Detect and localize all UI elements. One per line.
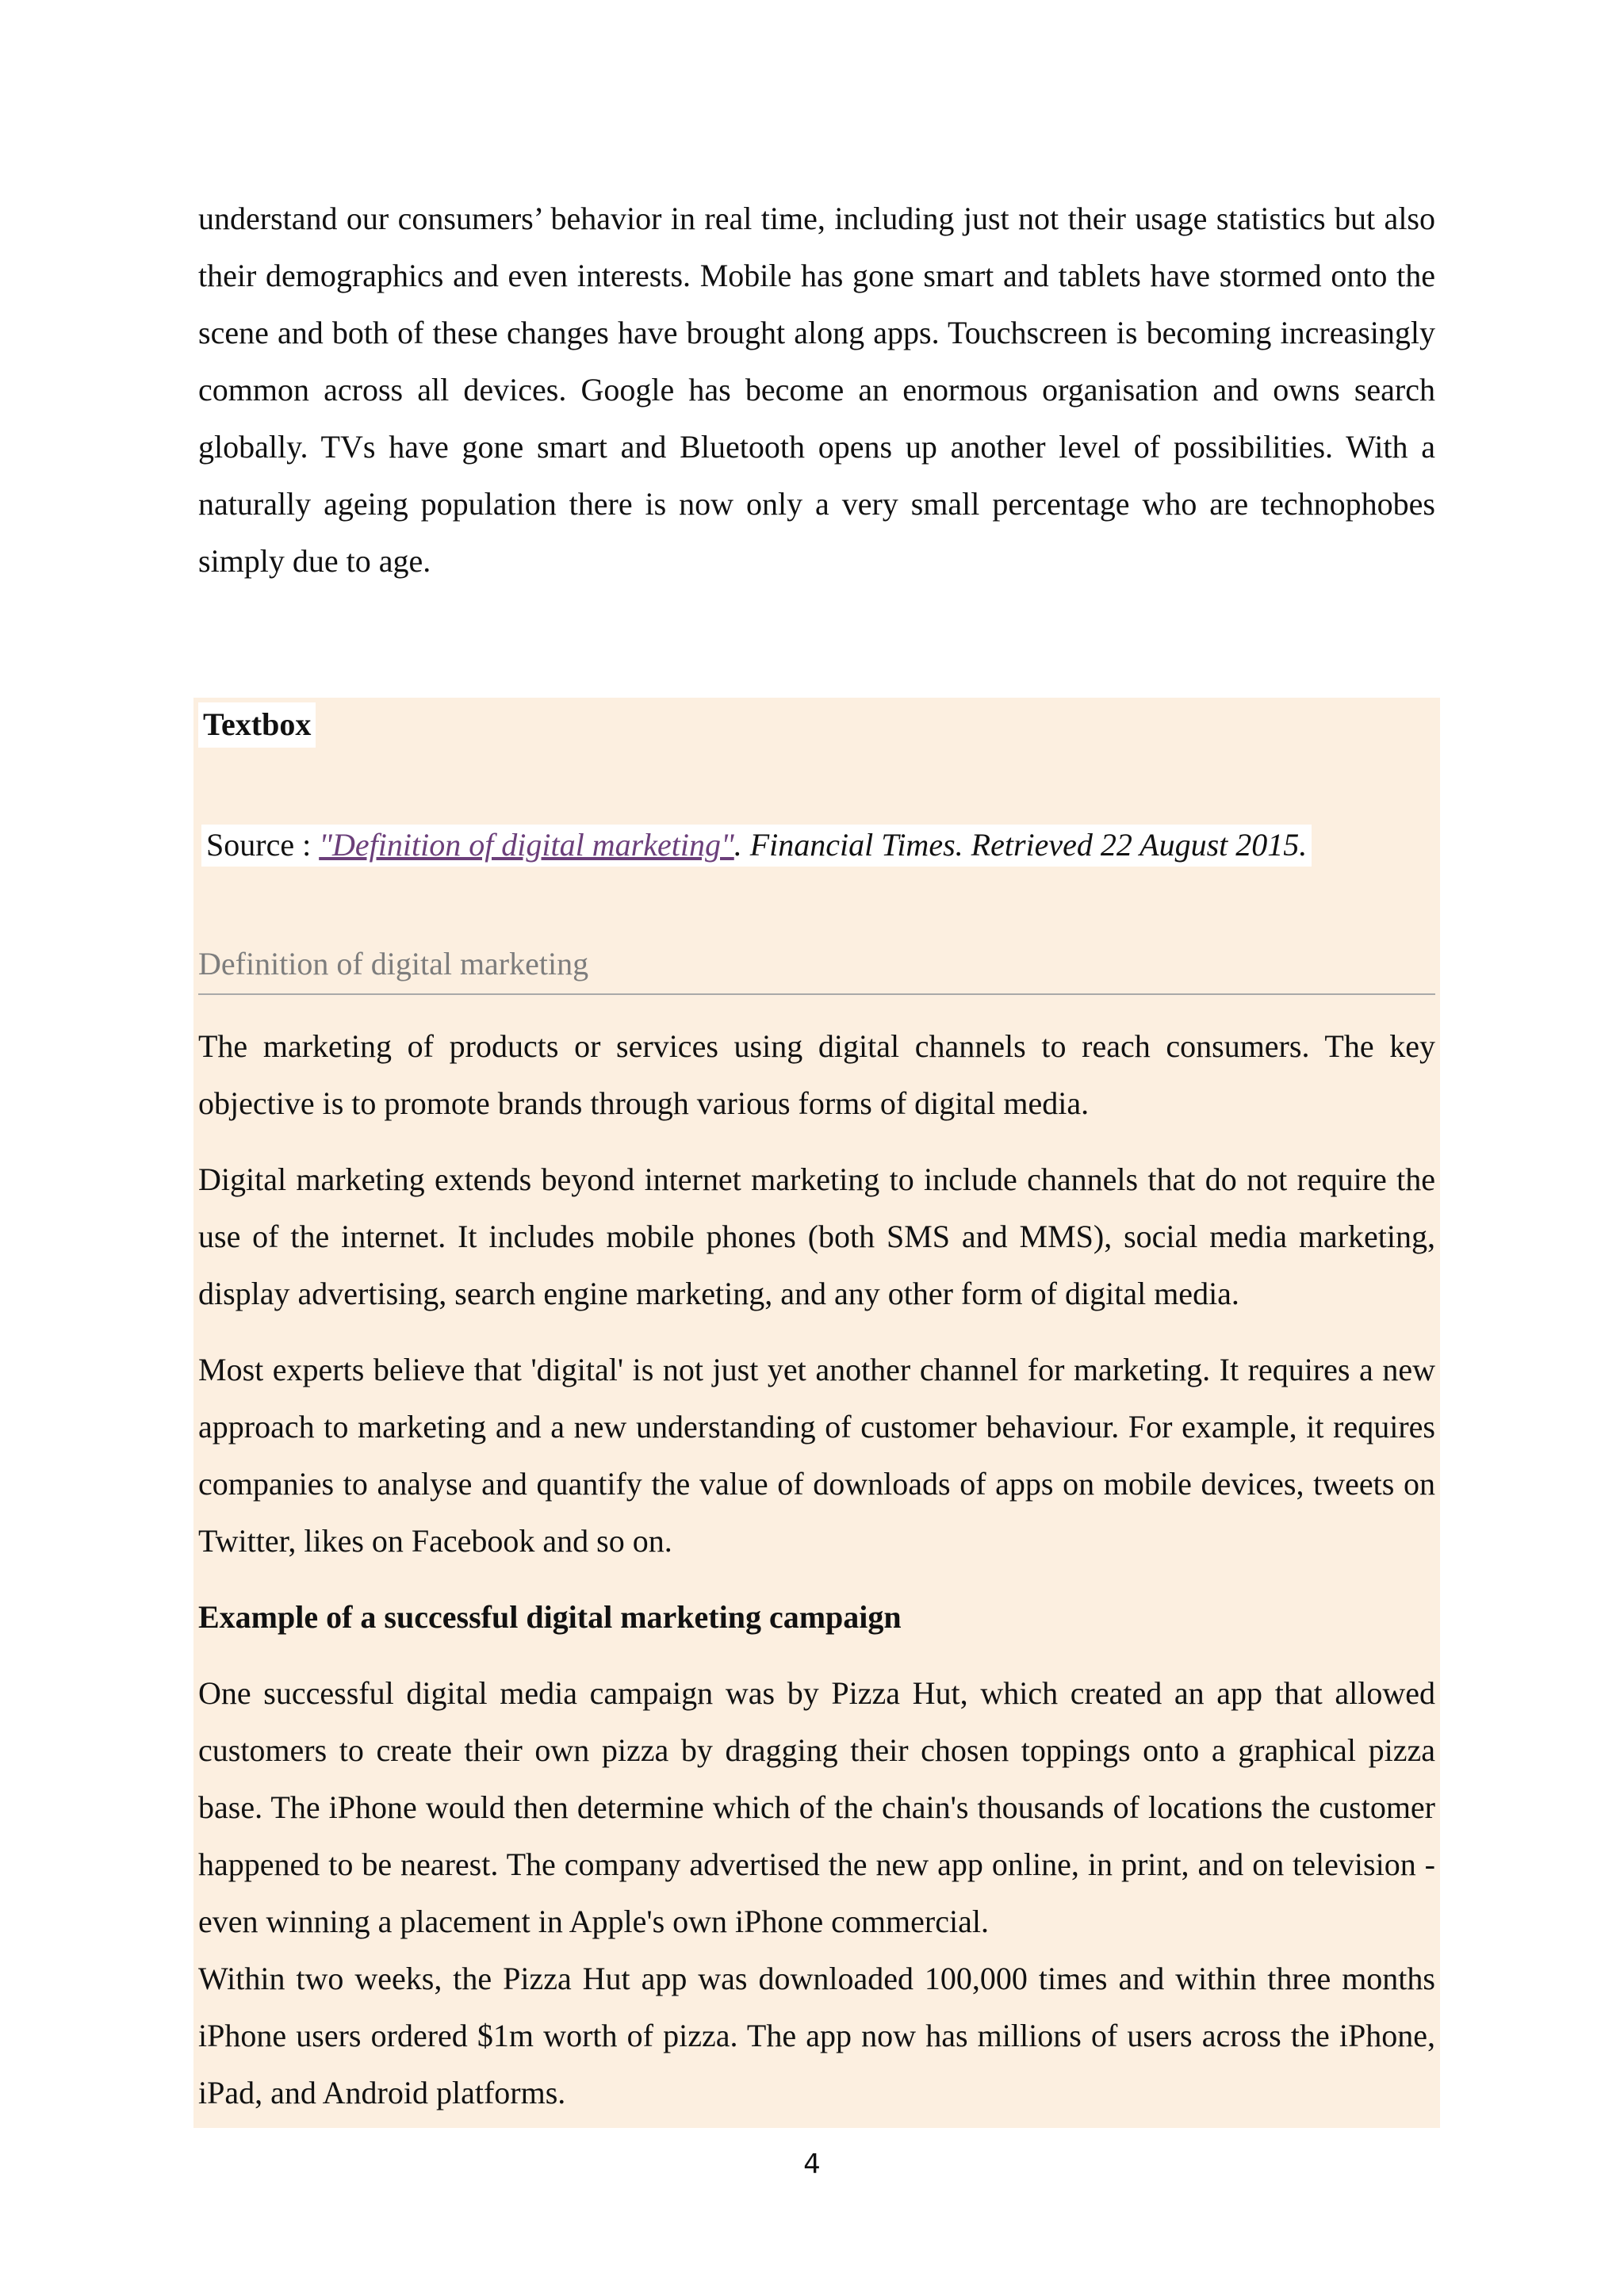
definition-paragraph-2: Digital marketing extends beyond internet marketing to include channels that do not require the use of the internet. It includes mobile phones (both SMS and MMS), social media marketing, display advertising, search engine marketing, and any other form of digital media. [198,1161,1435,1311]
example-paragraph-1: One successful digital media campaign was by Pizza Hut, which created an app that allowed customers to create their own pizza by dragging their chosen toppings onto a graphical pizza base. The iPhone would then determine which of the chain's thousands of locations the customer happened to be nearest. The company advertised the new app online, in print, and on television - even winning a placement in Apple's own iPhone commercial. [198,1675,1435,1939]
definition-paragraph-1: The marketing of products or services using digital channels to reach consumers. The key objective is to promote brands through various forms of digital media. [198,1028,1435,1121]
example-heading: Example of a successful digital marketing campaign [198,1599,902,1635]
source-details: . Financial Times. Retrieved 22 August 2015. [733,827,1308,863]
definition-heading: Definition of digital marketing [198,945,1435,995]
page-number: 4 [803,2149,821,2180]
intro-paragraph: understand our consumers’ behavior in real time, including just not their usage statistics but also their demographics and even interests. Mobile has gone smart and tablets have stormed onto the scene and both of these changes have brought along apps. Touchscreen is becoming increasingly common across all devices. Google has become an enormous organisation and owns search globally. TVs have gone smart and Bluetooth opens up another level of possibilities. With a naturally ageing population there is now only a very small percentage who are technophobes simply due to age. [198,201,1435,579]
source-prefix: Source : [206,827,320,863]
definition-paragraph-3: Most experts believe that 'digital' is not just yet another channel for marketing. It requires a new approach to marketing and a new understanding of customer behaviour. For example, it requires companies to analyse and quantify the value of downloads of apps on mobile devices, tweets on Twitter, likes on Facebook and so on. [198,1352,1435,1559]
textbox-title: Textbox [198,702,316,748]
source-link[interactable]: "Definition of digital marketing" [319,827,734,863]
source-citation [201,825,1312,867]
textbox-body [198,1018,1435,2141]
example-paragraph-2: Within two weeks, the Pizza Hut app was downloaded 100,000 times and within three months iPhone users ordered $1m worth of pizza. The app now has millions of users across the iPhone, iPad, and Android platforms. [198,1961,1435,2110]
textbox-panel [193,698,1440,2128]
